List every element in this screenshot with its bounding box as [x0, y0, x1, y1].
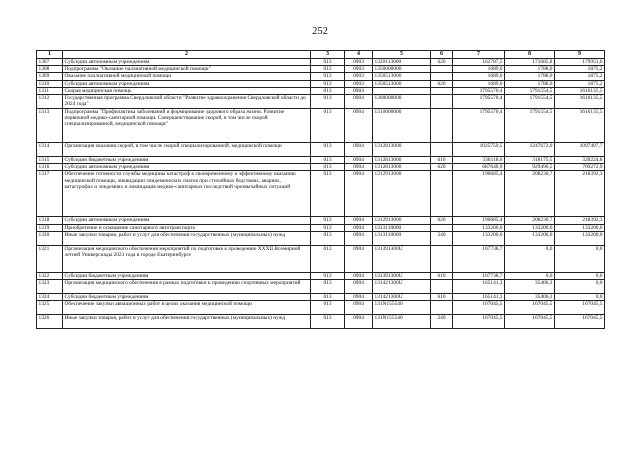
- row-expense-type: 610: [431, 157, 453, 164]
- row-target-code: 1300000000: [373, 95, 431, 109]
- row-ministry-code: 013: [311, 294, 345, 301]
- row-ministry-code: 013: [311, 59, 345, 66]
- row-amount-3: 0,0: [555, 272, 605, 279]
- row-target-code: 131N155540: [373, 315, 431, 329]
- row-amount-3: 179951,6: [555, 59, 605, 66]
- column-header-2: 2: [63, 51, 311, 59]
- table-row: [37, 143, 605, 157]
- row-target-code: 1312913000: [373, 217, 431, 224]
- row-number: 1326: [37, 315, 63, 329]
- row-name: Субсидии автономным учреждениям: [63, 217, 311, 224]
- row-ministry-code: 013: [311, 171, 345, 217]
- row-name: Государственная программа Свердловской области "Развитие здравоохранения Свердловской области до 2024 года": [63, 95, 311, 109]
- row-section-code: 0904: [345, 157, 373, 164]
- row-amount-1: 162787,5: [453, 59, 505, 66]
- row-name: Иные закупки товаров, работ и услуг для обеспечения государственных (муниципальных) нужд: [63, 231, 311, 245]
- row-target-code: 131421300U: [373, 280, 431, 294]
- row-number: 1316: [37, 164, 63, 171]
- row-name: Иные закупки товаров, работ и услуг для обеспечения государственных (муниципальных) нужд: [63, 315, 311, 329]
- row-amount-1: 133200,0: [453, 231, 505, 245]
- table-row: [37, 272, 605, 279]
- row-ministry-code: 013: [311, 143, 345, 157]
- row-amount-3: 1875,2: [555, 66, 605, 73]
- row-amount-3: 1097497,7: [555, 143, 605, 157]
- table-row: [37, 80, 605, 87]
- row-expense-type: 610: [431, 294, 453, 301]
- row-name: Субсидии бюджетным учреждениям: [63, 294, 311, 301]
- row-amount-2: 167045,5: [505, 315, 555, 329]
- row-amount-3: 133200,0: [555, 224, 605, 231]
- row-expense-type: [431, 73, 453, 80]
- row-amount-1: 338118,6: [453, 157, 505, 164]
- row-amount-2: 208230,7: [505, 171, 555, 217]
- row-section-code: 0904: [345, 280, 373, 294]
- row-expense-type: [431, 87, 453, 94]
- row-amount-3: 1875,2: [555, 73, 605, 80]
- table-row: [37, 95, 605, 109]
- page-number: 252: [312, 26, 328, 37]
- row-name: Организация оказания скорой, в том числе скорой специализированной, медицинской помощи: [63, 143, 311, 157]
- row-amount-3: 0,0: [555, 294, 605, 301]
- row-section-code: 0903: [345, 80, 373, 87]
- row-amount-2: 171685,8: [505, 59, 555, 66]
- column-header-3: 3: [311, 51, 345, 59]
- row-expense-type: 610: [431, 272, 453, 279]
- row-target-code: 1350513000: [373, 73, 431, 80]
- row-section-code: 0904: [345, 164, 373, 171]
- row-amount-2: 1247672,0: [505, 143, 555, 157]
- row-expense-type: [431, 66, 453, 73]
- row-amount-2: 0,0: [505, 245, 555, 272]
- table-row: [37, 217, 605, 224]
- table-row: [37, 301, 605, 315]
- row-amount-3: 0,0: [555, 280, 605, 294]
- row-amount-1: 165141,3: [453, 294, 505, 301]
- table-row: [37, 294, 605, 301]
- table-row: [37, 231, 605, 245]
- row-target-code: 1312913000: [373, 171, 431, 217]
- row-target-code: 131391300U: [373, 245, 431, 272]
- row-amount-1: 1795570,4: [453, 109, 505, 143]
- row-number: 1323: [37, 280, 63, 294]
- row-number: 1320: [37, 231, 63, 245]
- row-ministry-code: 013: [311, 315, 345, 329]
- row-section-code: 0904: [345, 224, 373, 231]
- row-amount-1: 687640,9: [453, 164, 505, 171]
- table-row: [37, 171, 605, 217]
- row-number: 1307: [37, 59, 63, 66]
- row-amount-1: 1795570,4: [453, 87, 505, 94]
- row-name: Субсидии автономным учреждениям: [63, 80, 311, 87]
- row-amount-2: 1791554,5: [505, 109, 555, 143]
- row-amount-1: 107738,7: [453, 245, 505, 272]
- row-amount-1: 196685,4: [453, 217, 505, 224]
- table-row: [37, 66, 605, 73]
- row-amount-1: 165141,3: [453, 280, 505, 294]
- row-amount-1: 167045,5: [453, 315, 505, 329]
- row-section-code: 0904: [345, 217, 373, 224]
- row-target-code: 131421300U: [373, 294, 431, 301]
- row-number: 1318: [37, 217, 63, 224]
- row-ministry-code: 013: [311, 157, 345, 164]
- row-amount-3: 328224,8: [555, 157, 605, 164]
- row-amount-3: 0,0: [555, 245, 605, 272]
- row-number: 1314: [37, 143, 63, 157]
- row-amount-2: 0,0: [505, 272, 555, 279]
- row-section-code: 0904: [345, 301, 373, 315]
- row-section-code: 0904: [345, 245, 373, 272]
- row-expense-type: 240: [431, 231, 453, 245]
- row-amount-2: 133200,0: [505, 224, 555, 231]
- row-amount-2: 208230,7: [505, 217, 555, 224]
- row-section-code: 0904: [345, 315, 373, 329]
- row-section-code: 0904: [345, 109, 373, 143]
- table-row: [37, 59, 605, 66]
- row-amount-2: 167045,5: [505, 301, 555, 315]
- row-ministry-code: 013: [311, 280, 345, 294]
- row-expense-type: [431, 224, 453, 231]
- row-amount-3: 1616135,5: [555, 87, 605, 94]
- column-header-7: 7: [453, 51, 505, 59]
- row-section-code: 0904: [345, 171, 373, 217]
- row-amount-1: 167045,5: [453, 301, 505, 315]
- row-expense-type: [431, 143, 453, 157]
- row-expense-type: [431, 95, 453, 109]
- row-expense-type: [431, 171, 453, 217]
- row-section-code: 0904: [345, 231, 373, 245]
- row-section-code: 0903: [345, 73, 373, 80]
- row-number: 1308: [37, 66, 63, 73]
- row-amount-3: 1875,2: [555, 80, 605, 87]
- row-name: Субсидии автономным учреждениям: [63, 164, 311, 171]
- row-target-code: 1350000000: [373, 66, 431, 73]
- row-name: Подпрограмма "Профилактика заболеваний и формирование здорового образа жизни. Развитие первичной медико-санитарной помощи. Совершенствование скорой, в том числе скорой специализированной, медицинской помощи": [63, 109, 311, 143]
- row-section-code: 0903: [345, 59, 373, 66]
- row-name: Подпрограмма "Оказание паллиативной медицинской помощи": [63, 66, 311, 73]
- row-expense-type: 240: [431, 315, 453, 329]
- column-header-1: 1: [37, 51, 63, 59]
- row-ministry-code: 013: [311, 95, 345, 109]
- row-target-code: 1313110000: [373, 224, 431, 231]
- row-amount-1: 1689,0: [453, 73, 505, 80]
- row-amount-2: 929496,5: [505, 164, 555, 171]
- row-number: 1310: [37, 80, 63, 87]
- row-number: 1324: [37, 294, 63, 301]
- row-expense-type: 620: [431, 59, 453, 66]
- row-name: Субсидии бюджетным учреждениям: [63, 272, 311, 279]
- row-name: Обеспечение готовности службы медицины катастроф к своевременному и эффективному оказанию медицинской помощи, ликвидации эпидемических очагов при стихийных бедствиях, авариях, катастрофах и эпидемиях и ликвидация медико-санитарных последствий чрезвычайных ситуаций: [63, 171, 311, 217]
- row-amount-3: 1616135,5: [555, 95, 605, 109]
- row-section-code: 0904: [345, 143, 373, 157]
- row-name: Приобретение и оснащение санитарного автотранспорта: [63, 224, 311, 231]
- column-header-4: 4: [345, 51, 373, 59]
- row-amount-2: 1788,0: [505, 73, 555, 80]
- column-header-5: 5: [373, 51, 431, 59]
- row-ministry-code: 013: [311, 245, 345, 272]
- table-row: [37, 109, 605, 143]
- table-row: [37, 157, 605, 164]
- row-amount-3: 133200,0: [555, 231, 605, 245]
- table-row: [37, 315, 605, 329]
- table-row: [37, 245, 605, 272]
- row-amount-1: 196685,4: [453, 171, 505, 217]
- row-amount-1: 1795570,4: [453, 95, 505, 109]
- row-number: 1312: [37, 95, 63, 109]
- table-row: [37, 224, 605, 231]
- row-name: Субсидии бюджетным учреждениям: [63, 157, 311, 164]
- row-target-code: 1312813000: [373, 164, 431, 171]
- row-amount-3: 1616135,5: [555, 109, 605, 143]
- row-expense-type: [431, 245, 453, 272]
- row-amount-2: 1788,0: [505, 66, 555, 73]
- row-target-code: [373, 87, 431, 94]
- row-expense-type: 620: [431, 164, 453, 171]
- row-number: 1311: [37, 87, 63, 94]
- row-target-code: 1350513000: [373, 80, 431, 87]
- row-name: Организация медицинского обеспечения мероприятий по подготовке к проведению XXXII Всемирной летней Универсиады 2023 года в городе Екатеринбурге: [63, 245, 311, 272]
- row-section-code: 0904: [345, 294, 373, 301]
- row-amount-2: 1788,0: [505, 80, 555, 87]
- row-ministry-code: 013: [311, 301, 345, 315]
- row-amount-3: 218392,3: [555, 217, 605, 224]
- row-amount-2: 35406,3: [505, 280, 555, 294]
- row-amount-2: 1791554,5: [505, 87, 555, 94]
- row-name: Субсидии автономным учреждениям: [63, 59, 311, 66]
- table-row: [37, 164, 605, 171]
- row-number: 1321: [37, 245, 63, 272]
- row-amount-1: 1689,0: [453, 66, 505, 73]
- row-name: Скорая медицинская помощь: [63, 87, 311, 94]
- row-number: 1322: [37, 272, 63, 279]
- row-amount-1: 107738,7: [453, 272, 505, 279]
- row-amount-2: 318175,5: [505, 157, 555, 164]
- row-number: 1317: [37, 171, 63, 217]
- row-target-code: 1310000000: [373, 109, 431, 143]
- row-ministry-code: 013: [311, 231, 345, 245]
- row-number: 1313: [37, 109, 63, 143]
- row-name: Организация медицинского обеспечения в рамках подготовки к проведению спортивных мероприятий: [63, 280, 311, 294]
- row-amount-3: 769272,9: [555, 164, 605, 171]
- row-ministry-code: 013: [311, 224, 345, 231]
- table-row: [37, 87, 605, 94]
- table-row: [37, 280, 605, 294]
- row-expense-type: [431, 109, 453, 143]
- row-target-code: 1313110000: [373, 231, 431, 245]
- row-expense-type: [431, 280, 453, 294]
- row-target-code: 131N155540: [373, 301, 431, 315]
- row-ministry-code: 013: [311, 217, 345, 224]
- row-section-code: 0904: [345, 272, 373, 279]
- row-expense-type: 620: [431, 217, 453, 224]
- row-amount-2: 133200,0: [505, 231, 555, 245]
- table-header: [37, 51, 605, 59]
- row-amount-2: 35406,3: [505, 294, 555, 301]
- row-amount-1: 1689,0: [453, 80, 505, 87]
- row-number: 1315: [37, 157, 63, 164]
- row-ministry-code: 013: [311, 73, 345, 80]
- header-row: [37, 51, 605, 59]
- column-header-8: 8: [505, 51, 555, 59]
- row-amount-1: 1025759,5: [453, 143, 505, 157]
- row-target-code: 131391300U: [373, 272, 431, 279]
- row-ministry-code: 013: [311, 80, 345, 87]
- row-target-code: 1320113000: [373, 59, 431, 66]
- row-ministry-code: 013: [311, 272, 345, 279]
- row-amount-3: 167045,5: [555, 315, 605, 329]
- row-name: Оказание паллиативной медицинской помощи: [63, 73, 311, 80]
- row-ministry-code: 013: [311, 87, 345, 94]
- row-expense-type: 620: [431, 80, 453, 87]
- row-ministry-code: 013: [311, 66, 345, 73]
- row-target-code: 1312813000: [373, 143, 431, 157]
- row-number: 1325: [37, 301, 63, 315]
- row-number: 1309: [37, 73, 63, 80]
- row-section-code: 0903: [345, 66, 373, 73]
- row-name: Обеспечение закупки авиационных работ в целях оказания медицинской помощи: [63, 301, 311, 315]
- column-header-9: 9: [555, 51, 605, 59]
- row-amount-3: 167045,5: [555, 301, 605, 315]
- row-ministry-code: 013: [311, 164, 345, 171]
- row-ministry-code: 013: [311, 109, 345, 143]
- table-body: [37, 59, 605, 329]
- column-header-6: 6: [431, 51, 453, 59]
- row-amount-2: 1791554,5: [505, 95, 555, 109]
- row-target-code: 1312813000: [373, 157, 431, 164]
- budget-table: [36, 50, 605, 329]
- row-amount-1: 133200,0: [453, 224, 505, 231]
- row-amount-3: 218392,3: [555, 171, 605, 217]
- row-expense-type: [431, 301, 453, 315]
- row-section-code: 0904: [345, 87, 373, 94]
- table-row: [37, 73, 605, 80]
- row-number: 1319: [37, 224, 63, 231]
- row-section-code: 0904: [345, 95, 373, 109]
